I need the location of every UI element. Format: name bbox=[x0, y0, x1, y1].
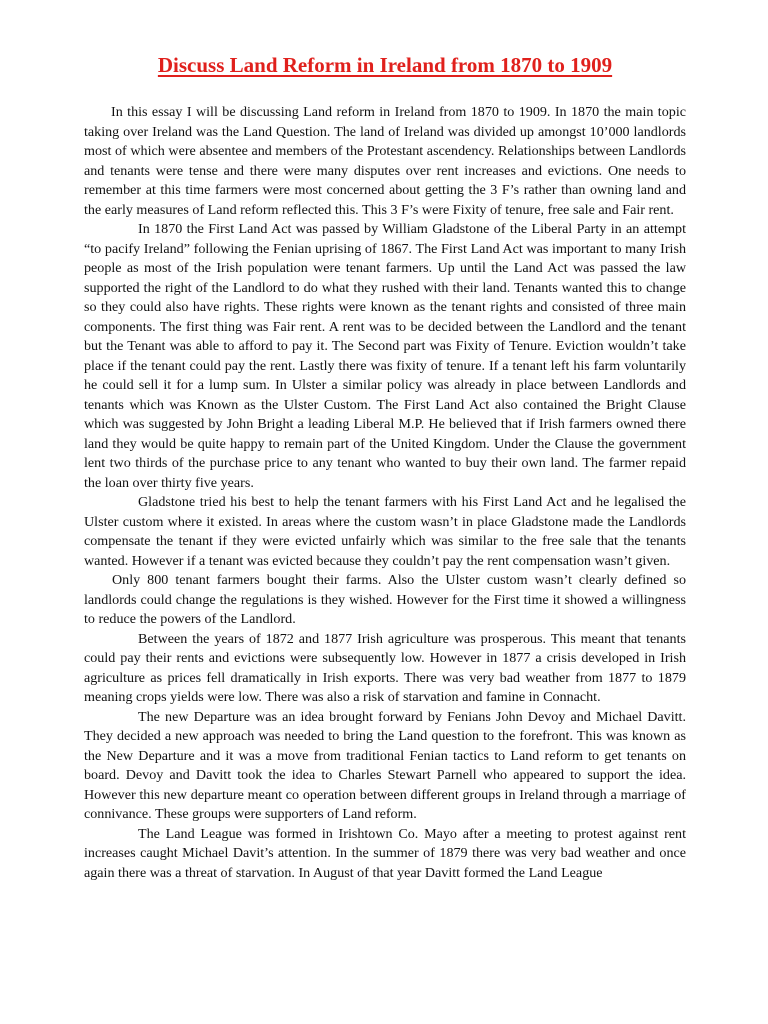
paragraph-introduction: In this essay I will be discussing Land reform in Ireland from 1870 to 1909. In 1870 the main topic taking over Ireland was the Land Question. The land of Ireland was divided up amongst 10’000 landlords most of which were absentee and members of the Protestant ascendency. Relationships between Landlords and tenants were tense and there were many disputes over rent increases and evictions. One needs to remember at this time farmers were most concerned about getting the 3 F’s rather than owning land and the early measures of Land reform reflected this. This 3 F’s were Fixity of tenure, free sale and Fair rent. bbox=[84, 104, 686, 218]
paragraph-land-league: The Land League was formed in Irishtown Co. Mayo after a meeting to protest against rent increases caught Michael Davit’s attention. In the summer of 1879 there was very bad weather and once again there was a threat of starvation. In August of that year Davitt formed the Land League bbox=[84, 825, 686, 881]
paragraph-first-land-act: In 1870 the First Land Act was passed by William Gladstone of the Liberal Party in an attempt “to pacify Ireland” following the Fenian uprising of 1867. The First Land Act was important to many Irish people as most of the Irish population were tenant farmers. Up until the Land Act was passed the law supported the right of the Landlord to do what they rushed with their land. Tenants wanted this to change so they could also have rights. These rights were known as the tenant rights and consisted of three main components. The first thing was Fair rent. A rent was to be decided between the Landlord and the tenant but the Tenant was able to afford to pay it. The Second part was Fixity of Tenure. Eviction wouldn’t take place if the tenant could pay the rent. Lastly there was fixity of tenure. If a tenant left his farm voluntarily he could sell it for a lump sum. In Ulster a similar policy was already in place between Landlords and tenants which was Known as the Ulster Custom. The First Land Act also contained the Bright Clause which was suggested by John Bright a leading Liberal M.P. He believed that if Irish farmers owned there land they would be quite happy to remain part of the United Kingdom. Under the Clause the government lent two thirds of the purchase price to any tenant who wanted to buy their own land. The farmer repaid the loan over thirty five years. bbox=[84, 221, 686, 491]
paragraph-new-departure: The new Departure was an idea brought forward by Fenians John Devoy and Michael Davitt. They decided a new approach was needed to bring the Land question to the forefront. This was known as the New Departure and it was a move from traditional Fenian tactics to Land reform to get tenants on board. Devoy and Davitt took the idea to Charles Stewart Parnell who appeared to support the idea. However this new departure meant co operation between different groups in Ireland through a marriage of connivance. These groups were supporters of Land reform. bbox=[84, 708, 686, 822]
essay-title: Discuss Land Reform in Ireland from 1870 to 1909 bbox=[157, 53, 613, 77]
paragraph-tenant-farmers: Only 800 tenant farmers bought their farms. Also the Ulster custom wasn’t clearly defined so landlords could change the regulations is they wished. However for the First time it showed a willingness to reduce the powers of the Landlord. bbox=[84, 572, 686, 627]
paragraph-agriculture: Between the years of 1872 and 1877 Irish agriculture was prosperous. This meant that tenants could pay their rents and evictions were subsequently low. However in 1877 a crisis developed in Irish agriculture as prices fell dramatically in Irish exports. There was very bad weather from 1877 to 1879 meaning crops yields were low. There was also a risk of starvation and famine in Connacht. bbox=[84, 630, 686, 705]
paragraph-gladstone: Gladstone tried his best to help the tenant farmers with his First Land Act and he legalised the Ulster custom where it existed. In areas where the custom wasn’t in place Gladstone made the Landlords compensate the tenant if they were evicted unfairly which was similar to the free sale that the tenants wanted. However if a tenant was evicted because they couldn’t pay the rent compensation wasn’t given. bbox=[84, 494, 686, 569]
essay-body bbox=[84, 103, 686, 883]
